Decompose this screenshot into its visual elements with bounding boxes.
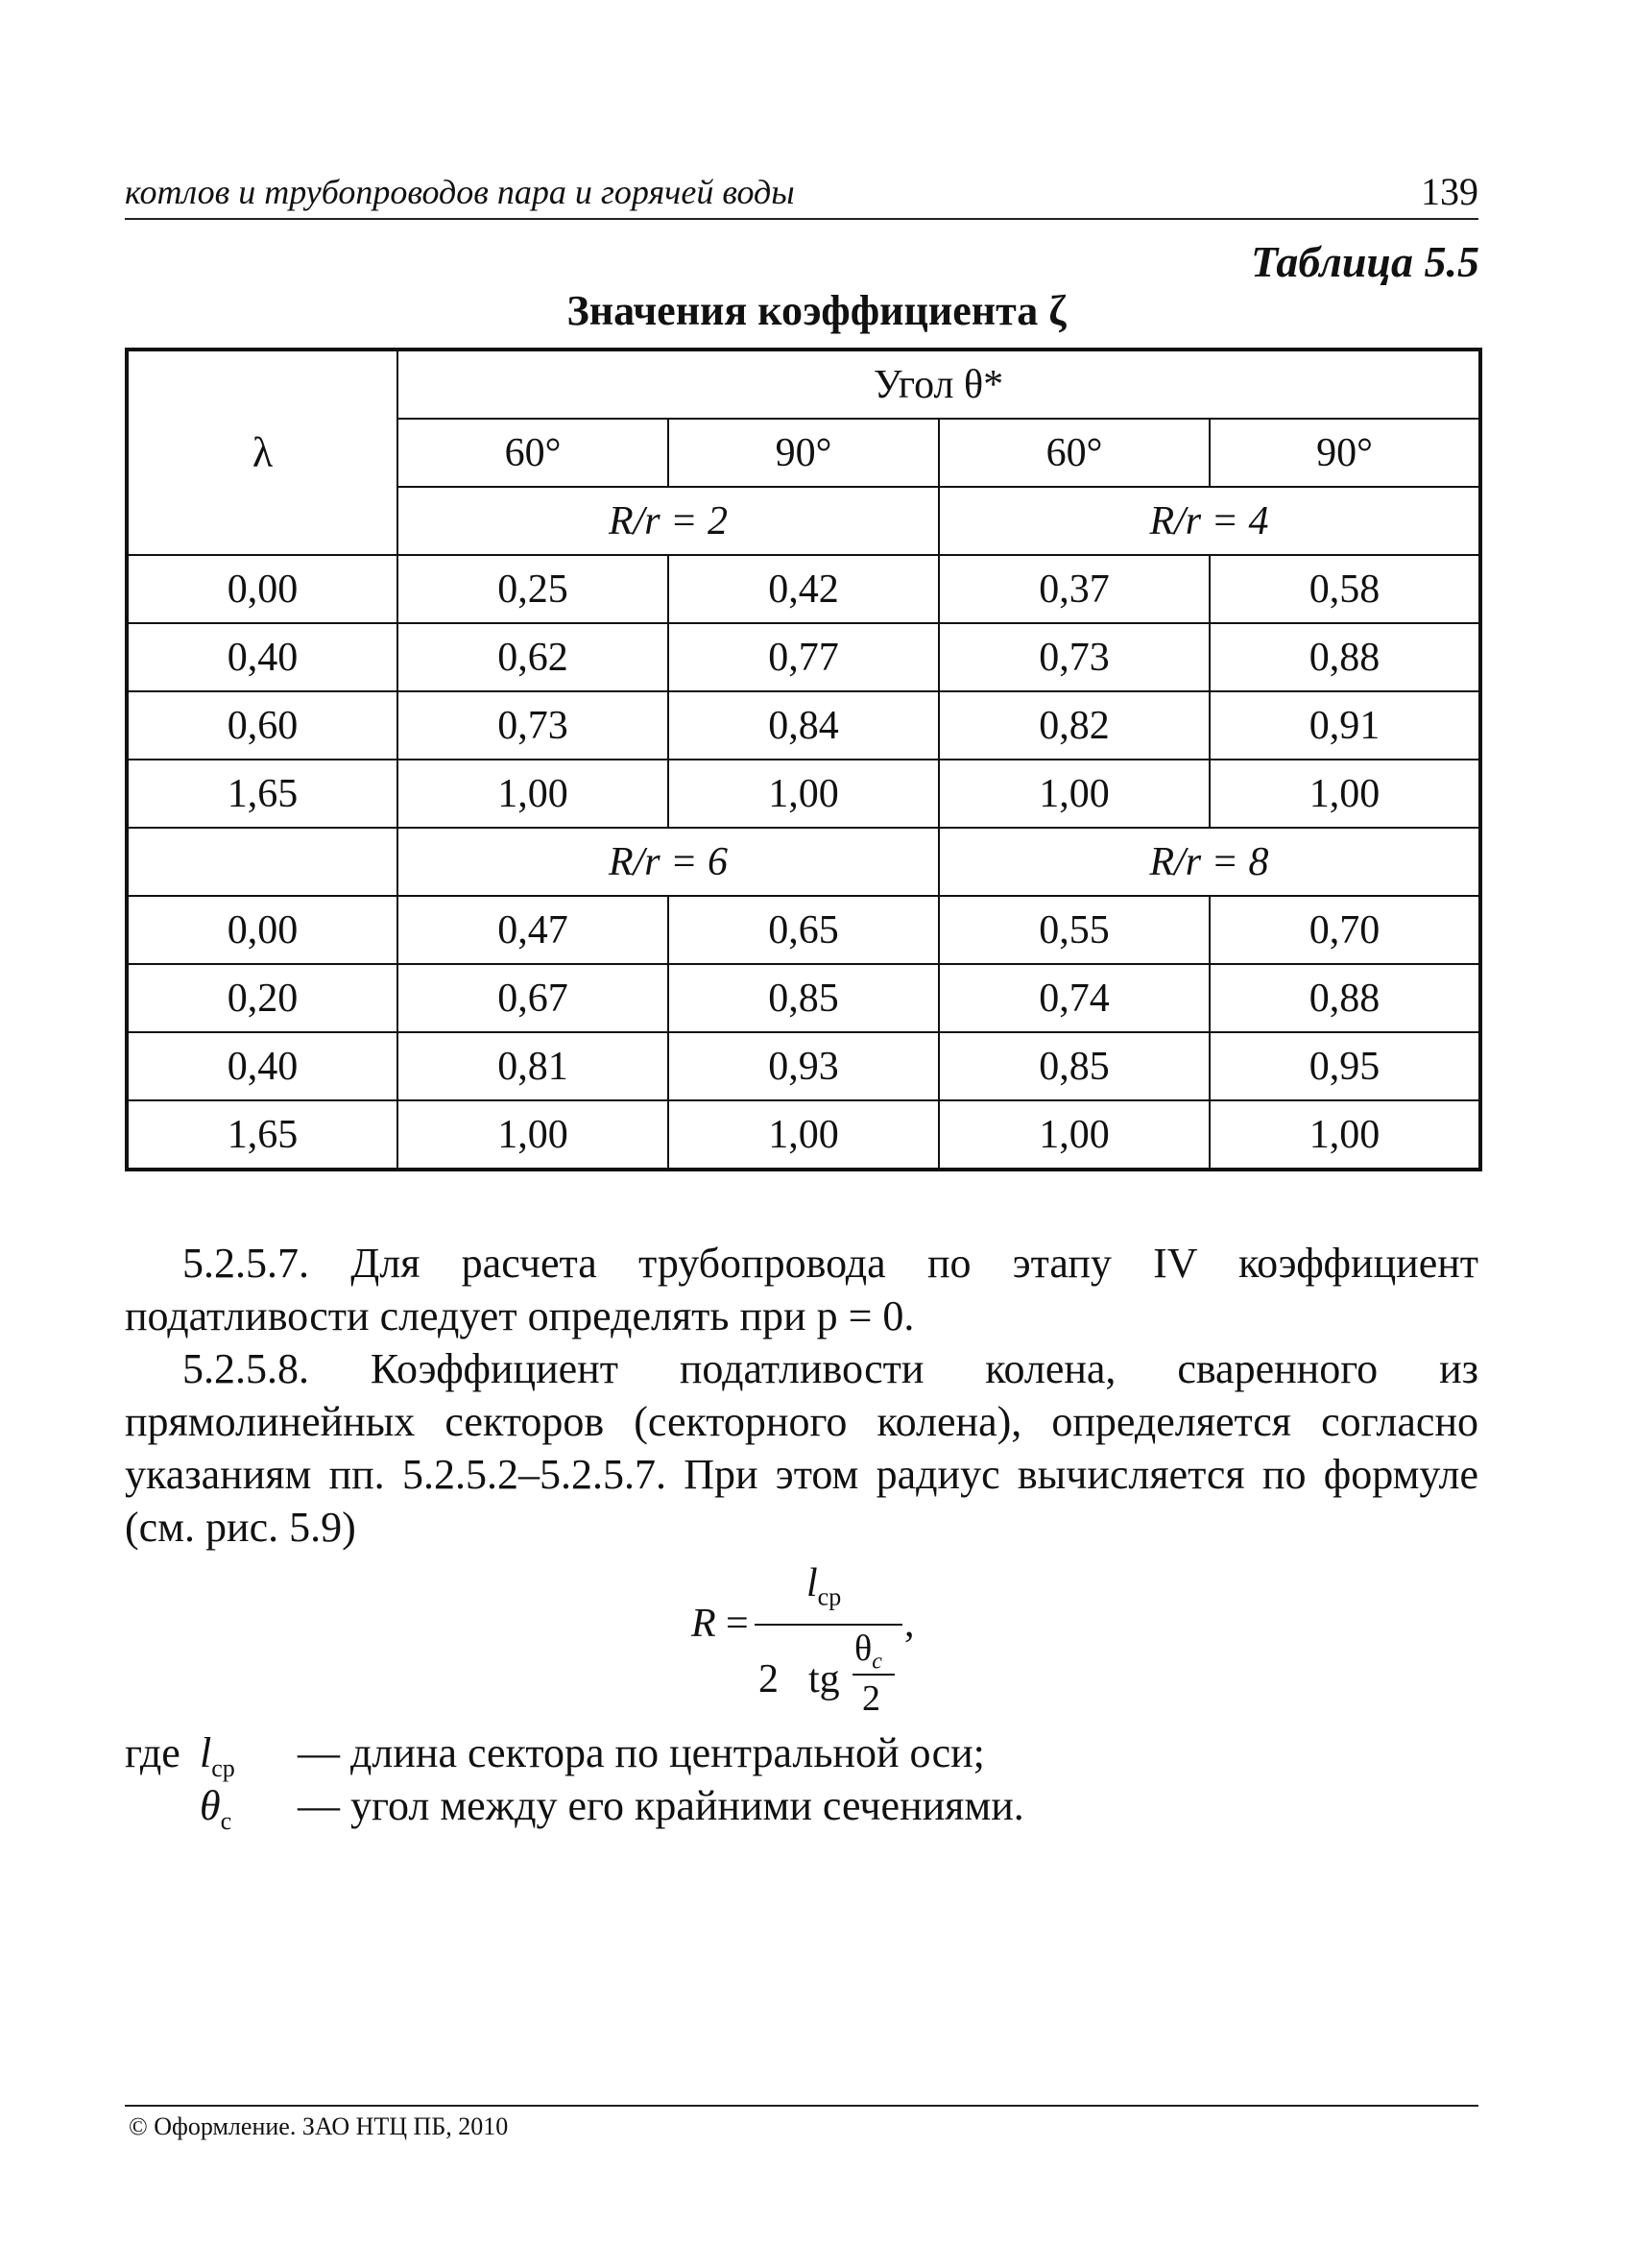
table-row: [127, 896, 1480, 964]
value-cell: 1,00: [1210, 1100, 1480, 1170]
inner-fraction-bar: [853, 1674, 895, 1676]
value-cell: 0,81: [397, 1032, 668, 1100]
value-cell: 0,37: [939, 555, 1210, 623]
definition-symbol: [200, 1728, 235, 1783]
symbol-main: θ: [200, 1782, 221, 1829]
formula-two: 2: [758, 1657, 779, 1701]
value-cell: 0,91: [1210, 691, 1480, 760]
ratio-cell: R/r = 4: [939, 487, 1480, 555]
value-cell: 0,25: [397, 555, 668, 623]
value-cell: 0,88: [1210, 623, 1480, 691]
ratio-cell: R/r = 6: [397, 828, 939, 896]
theta-symbol: θ: [854, 1629, 873, 1669]
value-cell: 0,85: [668, 964, 939, 1032]
theta-subscript: c: [872, 1649, 882, 1675]
value-cell: 0,70: [1210, 896, 1480, 964]
table-row: [127, 555, 1480, 623]
value-cell: 0,85: [939, 1032, 1210, 1100]
lambda-header: λ: [127, 350, 397, 555]
value-cell: 0,95: [1210, 1032, 1480, 1100]
value-cell: 0,62: [397, 623, 668, 691]
value-cell: 0,74: [939, 964, 1210, 1032]
numerator-subscript: ср: [817, 1582, 842, 1611]
lambda-cell: 1,65: [127, 1100, 397, 1170]
angle-cell: 60°: [939, 419, 1210, 487]
symbol-subscript: c: [220, 1806, 232, 1835]
formula-lhs: R: [691, 1602, 716, 1646]
paragraph-5-2-5-7: [125, 1237, 1478, 1342]
definition-text: — угол между его крайними сечениями.: [298, 1782, 1024, 1829]
lambda-cell: [127, 828, 397, 896]
coefficient-table: [125, 348, 1482, 1171]
page-number: 139: [1421, 170, 1478, 213]
table-row: [127, 1100, 1480, 1170]
lambda-cell: 1,65: [127, 760, 397, 828]
formula-equals: =: [726, 1602, 749, 1646]
table-label: Таблица 5.5: [1250, 237, 1479, 286]
angle-cell: 90°: [668, 419, 939, 487]
formula-comma: ,: [904, 1602, 915, 1646]
value-cell: 0,84: [668, 691, 939, 760]
value-cell: 0,82: [939, 691, 1210, 760]
radius-formula: [691, 1560, 979, 1724]
angle-cell: 60°: [397, 419, 668, 487]
value-cell: 1,00: [668, 1100, 939, 1170]
table-title: Значения коэффициента ζ: [566, 287, 1067, 334]
definition-symbol: [200, 1781, 231, 1836]
value-cell: 0,67: [397, 964, 668, 1032]
value-cell: 1,00: [397, 1100, 668, 1170]
symbol-subscript: ср: [211, 1753, 235, 1782]
value-cell: 0,73: [939, 623, 1210, 691]
value-cell: 1,00: [939, 1100, 1210, 1170]
table-row: [127, 828, 1480, 896]
table-row: [127, 623, 1480, 691]
lambda-cell: 0,40: [127, 623, 397, 691]
angle-header: Угол θ*: [397, 350, 1480, 419]
value-cell: 0,42: [668, 555, 939, 623]
footer: [125, 2105, 1478, 2140]
value-cell: 1,00: [397, 760, 668, 828]
formula-theta: [854, 1628, 882, 1676]
value-cell: 0,88: [1210, 964, 1480, 1032]
paragraph-text: 5.2.5.8. Коэффициент податливости колена, сваренного из прямолинейных секторов (секторного колена), определяется согласно указаниям пп. 5.2.5.2–5.2.5.7. При этом радиус вычисляется по формуле (см. рис. 5.9): [125, 1345, 1478, 1551]
lambda-cell: 0,40: [127, 1032, 397, 1100]
value-cell: 0,58: [1210, 555, 1480, 623]
fraction-bar: [755, 1624, 902, 1626]
value-cell: 0,77: [668, 623, 939, 691]
value-cell: 1,00: [939, 760, 1210, 828]
definition-lead: где: [125, 1729, 180, 1776]
value-cell: 0,47: [397, 896, 668, 964]
table-row: [127, 691, 1480, 760]
lambda-cell: 0,60: [127, 691, 397, 760]
running-header: [125, 158, 1478, 220]
table-row: [127, 760, 1480, 828]
value-cell: 1,00: [668, 760, 939, 828]
running-title: котлов и трубопроводов пара и горячей воды: [125, 173, 795, 211]
value-cell: 0,55: [939, 896, 1210, 964]
value-cell: 0,73: [397, 691, 668, 760]
lambda-cell: 0,00: [127, 896, 397, 964]
ratio-cell: R/r = 8: [939, 828, 1480, 896]
value-cell: 0,93: [668, 1032, 939, 1100]
lambda-cell: 0,00: [127, 555, 397, 623]
formula-numerator: [806, 1560, 841, 1611]
angle-cell: 90°: [1210, 419, 1480, 487]
table-row: [127, 350, 1480, 419]
paragraph-text: 5.2.5.7. Для расчета трубопровода по этапу IV коэффициент податливости следует определять при p = 0.: [125, 1240, 1478, 1339]
numerator-symbol: l: [806, 1561, 818, 1605]
formula-tg: tg: [808, 1657, 840, 1701]
paragraph-5-2-5-8: [125, 1342, 1478, 1554]
definition-text: — длина сектора по центральной оси;: [298, 1729, 985, 1776]
value-cell: 0,65: [668, 896, 939, 964]
symbol-main: l: [200, 1729, 212, 1776]
table-row: [127, 1032, 1480, 1100]
value-cell: 1,00: [1210, 760, 1480, 828]
copyright-text: © Оформление. ЗАО НТЦ ПБ, 2010: [129, 2112, 509, 2140]
ratio-cell: R/r = 2: [397, 487, 939, 555]
lambda-cell: 0,20: [127, 964, 397, 1032]
table-row: [127, 964, 1480, 1032]
formula-half: 2: [862, 1678, 880, 1719]
